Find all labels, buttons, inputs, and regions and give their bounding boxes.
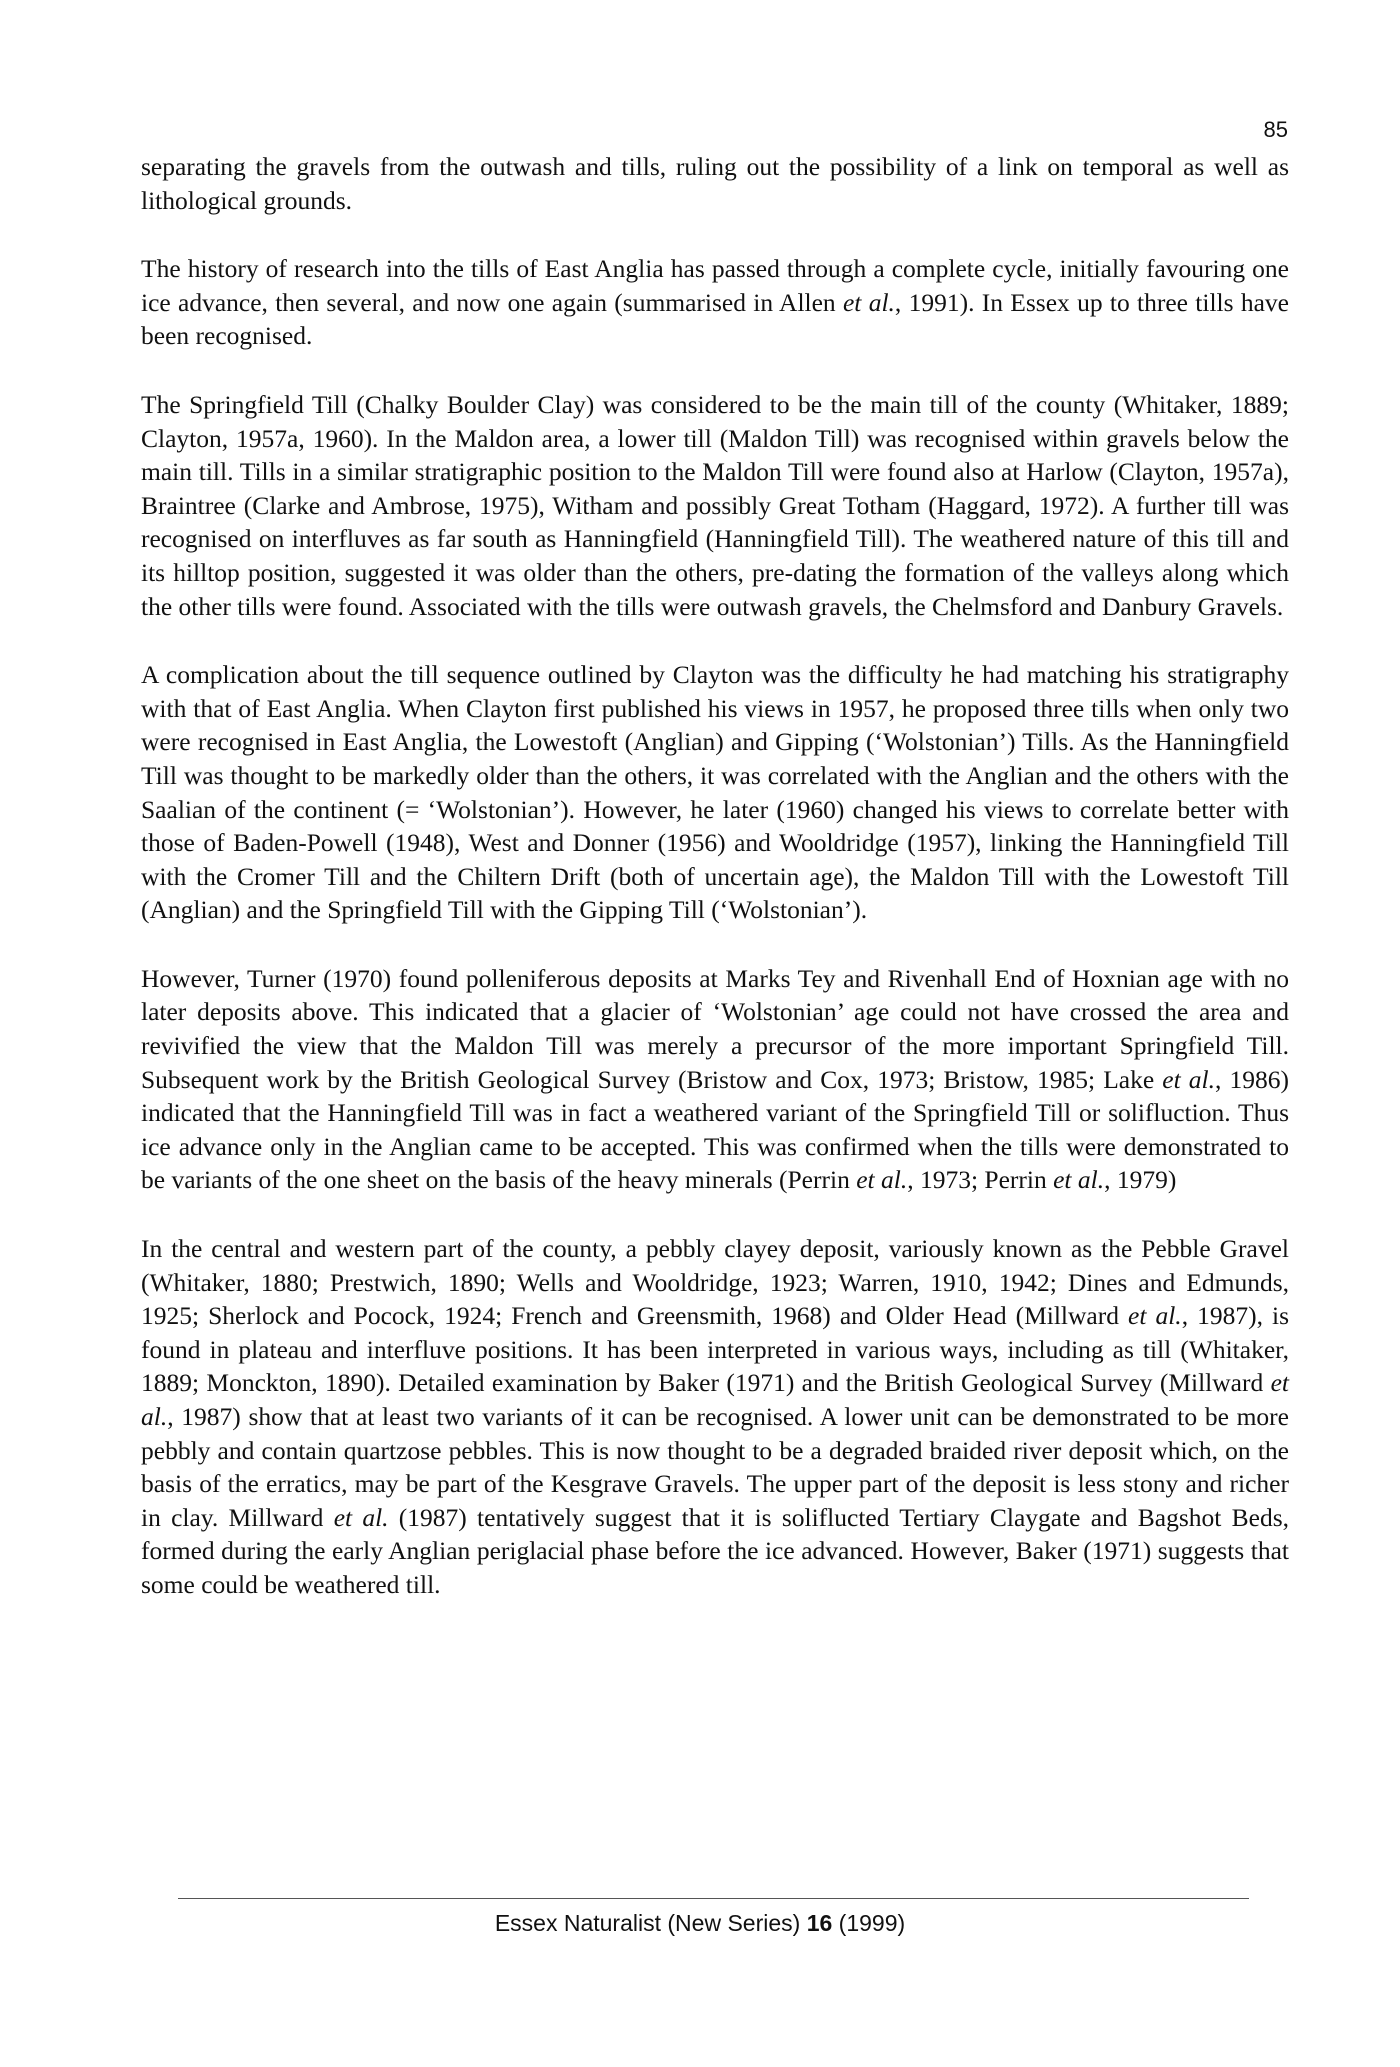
footer-volume: 16	[806, 1910, 833, 1936]
footer-year: (1999)	[832, 1910, 906, 1936]
et-al-italic: et al.	[842, 287, 895, 317]
page-number: 85	[1263, 117, 1288, 142]
et-al-italic: et al.	[333, 1502, 389, 1532]
et-al-italic: et al.	[1128, 1301, 1182, 1331]
paragraph: However, Turner (1970) found polleniferous deposits at Marks Tey and Rivenhall End of Hoxnian age with no later deposits above. This indicated that a glacier of ‘Wolstonian’ age could not have crossed the area and revivified the view that the Maldon Till was merely a precursor of the more important Springfield Till. Subsequent work by the British Geological Survey (Bristow and Cox, 1973; Bristow, 1985; Lake et al., 1986) indicated that the Hanningfield Till was in fact a weathered variant of the Springfield Till or solifluction. Thus ice advance only in the Anglian came to be accepted. This was confirmed when the tills were demonstrated to be variants of the one sheet on the basis of the heavy minerals (Perrin et al., 1973; Perrin et al., 1979)	[141, 963, 1289, 1195]
paragraph: The Springfield Till (Chalky Boulder Clay) was considered to be the main till of the county (Whitaker, 1889; Clayton, 1957a, 1960). In the Maldon area, a lower till (Maldon Till) was recognised within gravels below the main till. Tills in a similar stratigraphic position to the Maldon Till were found also at Harlow (Clayton, 1957a), Braintree (Clarke and Ambrose, 1975), Witham and possibly Great Totham (Haggard, 1972). A further till was recognised on interfluves as far south as Hanningfield (Hanningfield Till). The weathered nature of this till and its hilltop position, suggested it was older than the others, pre-dating the formation of the valleys along which the other tills were found. Associated with the tills were outwash gravels, the Chelmsford and Danbury Gravels.	[141, 389, 1289, 621]
paragraph: In the central and western part of the county, a pebbly clayey deposit, variously known as the Pebble Gravel (Whitaker, 1880; Prestwich, 1890; Wells and Wooldridge, 1923; Warren, 1910, 1942; Dines and Edmunds, 1925; Sherlock and Pocock, 1924; French and Greensmith, 1968) and Older Head (Millward et al., 1987), is found in plateau and interfluve positions. It has been interpreted in various ways, including as till (Whitaker, 1889; Monckton, 1890). Detailed examination by Baker (1971) and the British Geological Survey (Millward et al., 1987) show that at least two variants of it can be recognised. A lower unit can be demonstrated to be more pebbly and contain quartzose pebbles. This is now thought to be a degraded braided river deposit which, on the basis of the erratics, may be part of the Kesgrave Gravels. The upper part of the deposit is less stony and richer in clay. Millward et al. (1987) tentatively suggest that it is soliflucted Tertiary Claygate and Bagshot Beds, formed during the early Anglian periglacial phase before the ice advanced. However, Baker (1971) suggests that some could be weathered till.	[141, 1234, 1290, 1599]
body-text	[141, 150, 1289, 1637]
paragraph: The history of research into the tills of East Anglia has passed through a complete cycle, initially favouring one ice advance, then several, and now one again (summarised in Allen et al., 1991). In Essex up to three tills have been recognised.	[141, 254, 1289, 351]
paragraph: separating the gravels from the outwash and tills, ruling out the possibility of a link on temporal as well as lithological grounds.	[141, 152, 1289, 215]
paragraph: A complication about the till sequence outlined by Clayton was the difficulty he had matching his stratigraphy with that of East Anglia. When Clayton first published his views in 1957, he proposed three tills when only two were recognised in East Anglia, the Lowestoft (Anglian) and Gipping (‘Wolstonian’) Tills. As the Hanningfield Till was thought to be markedly older than the others, it was correlated with the Anglian and the others with the Saalian of the continent (= ‘Wolstonian’). However, he later (1960) changed his views to correlate better with those of Baden-Powell (1948), West and Donner (1956) and Wooldridge (1957), linking the Hanningfield Till with the Cromer Till and the Chiltern Drift (both of uncertain age), the Maldon Till with the Lowestoft Till (Anglian) and the Springfield Till with the Gipping Till (‘Wolstonian’).	[141, 660, 1289, 925]
et-al-italic: et al.	[1053, 1165, 1105, 1195]
footer	[0, 1910, 1400, 1937]
footer-divider	[178, 1898, 1249, 1899]
et-al-italic: et al.	[1162, 1064, 1216, 1094]
footer-journal: Essex Naturalist (New Series)	[494, 1910, 807, 1936]
et-al-italic: et al.	[141, 1368, 1289, 1431]
et-al-italic: et al.	[856, 1165, 908, 1195]
